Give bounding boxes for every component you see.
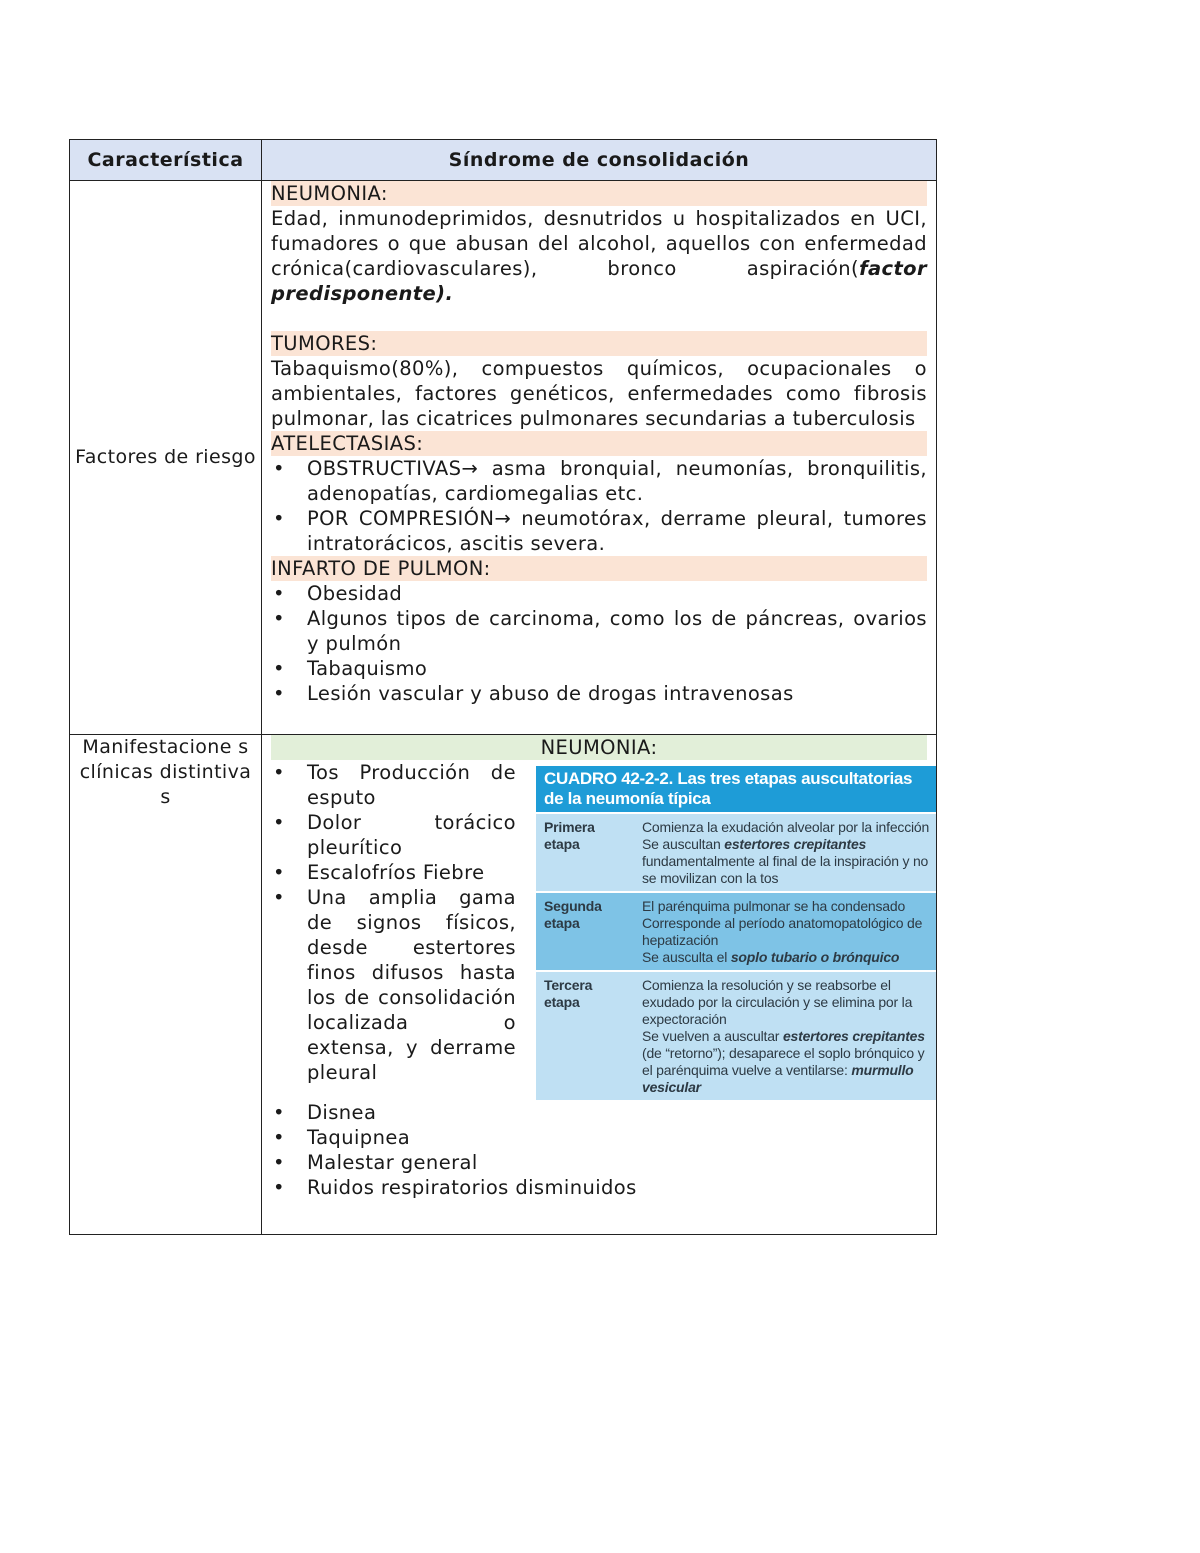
cuadro-row <box>536 812 936 891</box>
cuadro-text: Se ausculta el <box>642 949 731 965</box>
section-heading-infarto: INFARTO DE PULMON: <box>271 556 927 581</box>
cuadro-row <box>536 891 936 970</box>
cuadro-emphasis: murmullo vesicular <box>642 1062 914 1095</box>
cuadro-line <box>642 1028 930 1096</box>
cuadro-line: El parénquima pulmonar se ha condensado <box>642 898 906 914</box>
table-row-factores <box>70 181 937 735</box>
characteristics-table <box>69 139 937 1235</box>
list-item: • Taquipnea <box>271 1125 927 1150</box>
list-item: • Tos Producción de esputo <box>271 760 516 810</box>
cuadro-stage: Tercera etapa <box>544 977 593 1010</box>
list-item: • Malestar general <box>271 1150 927 1175</box>
section-heading-atelectasias: ATELECTASIAS: <box>271 431 927 456</box>
cuadro-stage: Segunda etapa <box>544 898 602 931</box>
cuadro-line <box>642 949 930 966</box>
manifestaciones-list-continued <box>271 1100 927 1200</box>
neumonia-text: Edad, inmunodeprimidos, desnutridos u hospitalizados en UCI, fumadores o que abusan del alcohol, aquellos con enfermedad crónica(cardiovasculares), bronco aspiración( <box>271 207 927 280</box>
cuadro-line <box>642 836 930 887</box>
cuadro-description <box>636 814 936 891</box>
cuadro-title: CUADRO 42-2-2. Las tres etapas auscultatorias de la neumonía típica <box>536 766 936 812</box>
section-heading-neumonia: NEUMONIA: <box>271 181 927 206</box>
manifestaciones-list <box>271 760 516 1100</box>
cuadro-text: Se vuelven a auscultar <box>642 1028 783 1044</box>
cuadro-line: Comienza la exudación alveolar por la infección <box>642 819 930 835</box>
neumonia-risk-text <box>271 206 927 306</box>
cuadro-figure <box>536 766 936 1100</box>
list-item: • Disnea <box>271 1100 927 1125</box>
list-item: • Una amplia gama de signos físicos, desde estertores finos difusos hasta los de consolidación localizada o extensa, y derrame pleural <box>271 885 516 1085</box>
list-item: • OBSTRUCTIVAS→ asma bronquial, neumonías, bronquilitis, adenopatías, cardiomegalias etc. <box>271 456 927 506</box>
cuadro-description <box>636 893 936 970</box>
table-header-row <box>70 140 937 181</box>
header-caracteristica: Característica <box>70 140 262 181</box>
row-label-factores: Factores de riesgo <box>70 181 262 735</box>
neumonia-emphasis: factor predisponente). <box>271 257 927 305</box>
manifestaciones-body <box>271 760 930 1100</box>
spacer <box>271 306 927 331</box>
cuadro-text: fundamentalmente al final de la inspiración y no se movilizan con la tos <box>642 853 929 886</box>
cuadro-emphasis: estertores crepitantes <box>724 836 867 852</box>
list-item: • Ruidos respiratorios disminuidos <box>271 1175 927 1200</box>
list-item: • Tabaquismo <box>271 656 927 681</box>
atelectasias-list <box>271 456 927 556</box>
list-item: • Obesidad <box>271 581 927 606</box>
list-item: • Dolor torácico pleurítico <box>271 810 516 860</box>
row-label-manifestaciones: Manifestacione s clínicas distintiva s <box>70 735 262 1235</box>
cuadro-emphasis: soplo tubario o brónquico <box>730 949 900 965</box>
section-heading-neumonia-manif: NEUMONIA: <box>271 735 927 760</box>
cuadro-line: Comienza la resolución y se reabsorbe el exudado por la circulación y se elimina por la expectoración <box>642 977 913 1027</box>
list-item: • POR COMPRESIÓN→ neumotórax, derrame pleural, tumores intratorácicos, ascitis severa. <box>271 506 927 556</box>
cuadro-description <box>636 972 936 1100</box>
header-sindrome: Síndrome de consolidación <box>262 140 937 181</box>
cuadro-row <box>536 970 936 1100</box>
cuadro-text: Se auscultan <box>642 836 725 852</box>
infarto-list <box>271 581 927 706</box>
cuadro-line: Corresponde al período anatomopatológico de hepatización <box>642 915 923 948</box>
list-item: • Algunos tipos de carcinoma, como los de páncreas, ovarios y pulmón <box>271 606 927 656</box>
cell-factores <box>262 181 937 735</box>
cuadro-stage: Primera etapa <box>544 819 595 852</box>
cuadro-emphasis: estertores crepitantes <box>782 1028 925 1044</box>
list-item: • Lesión vascular y abuso de drogas intravenosas <box>271 681 927 706</box>
cell-manifestaciones <box>262 735 937 1235</box>
section-heading-tumores: TUMORES: <box>271 331 927 356</box>
tumores-text: Tabaquismo(80%), compuestos químicos, ocupacionales o ambientales, factores genéticos, enfermedades como fibrosis pulmonar, las cicatrices pulmonares secundarias a tuberculosis <box>271 357 927 430</box>
list-item: • Escalofríos Fiebre <box>271 860 516 885</box>
cuadro-text: (de “retorno”); desaparece el soplo brónquico y el parénquima vuelve a ventilarse: <box>642 1045 925 1078</box>
table-row-manifestaciones <box>70 735 937 1235</box>
